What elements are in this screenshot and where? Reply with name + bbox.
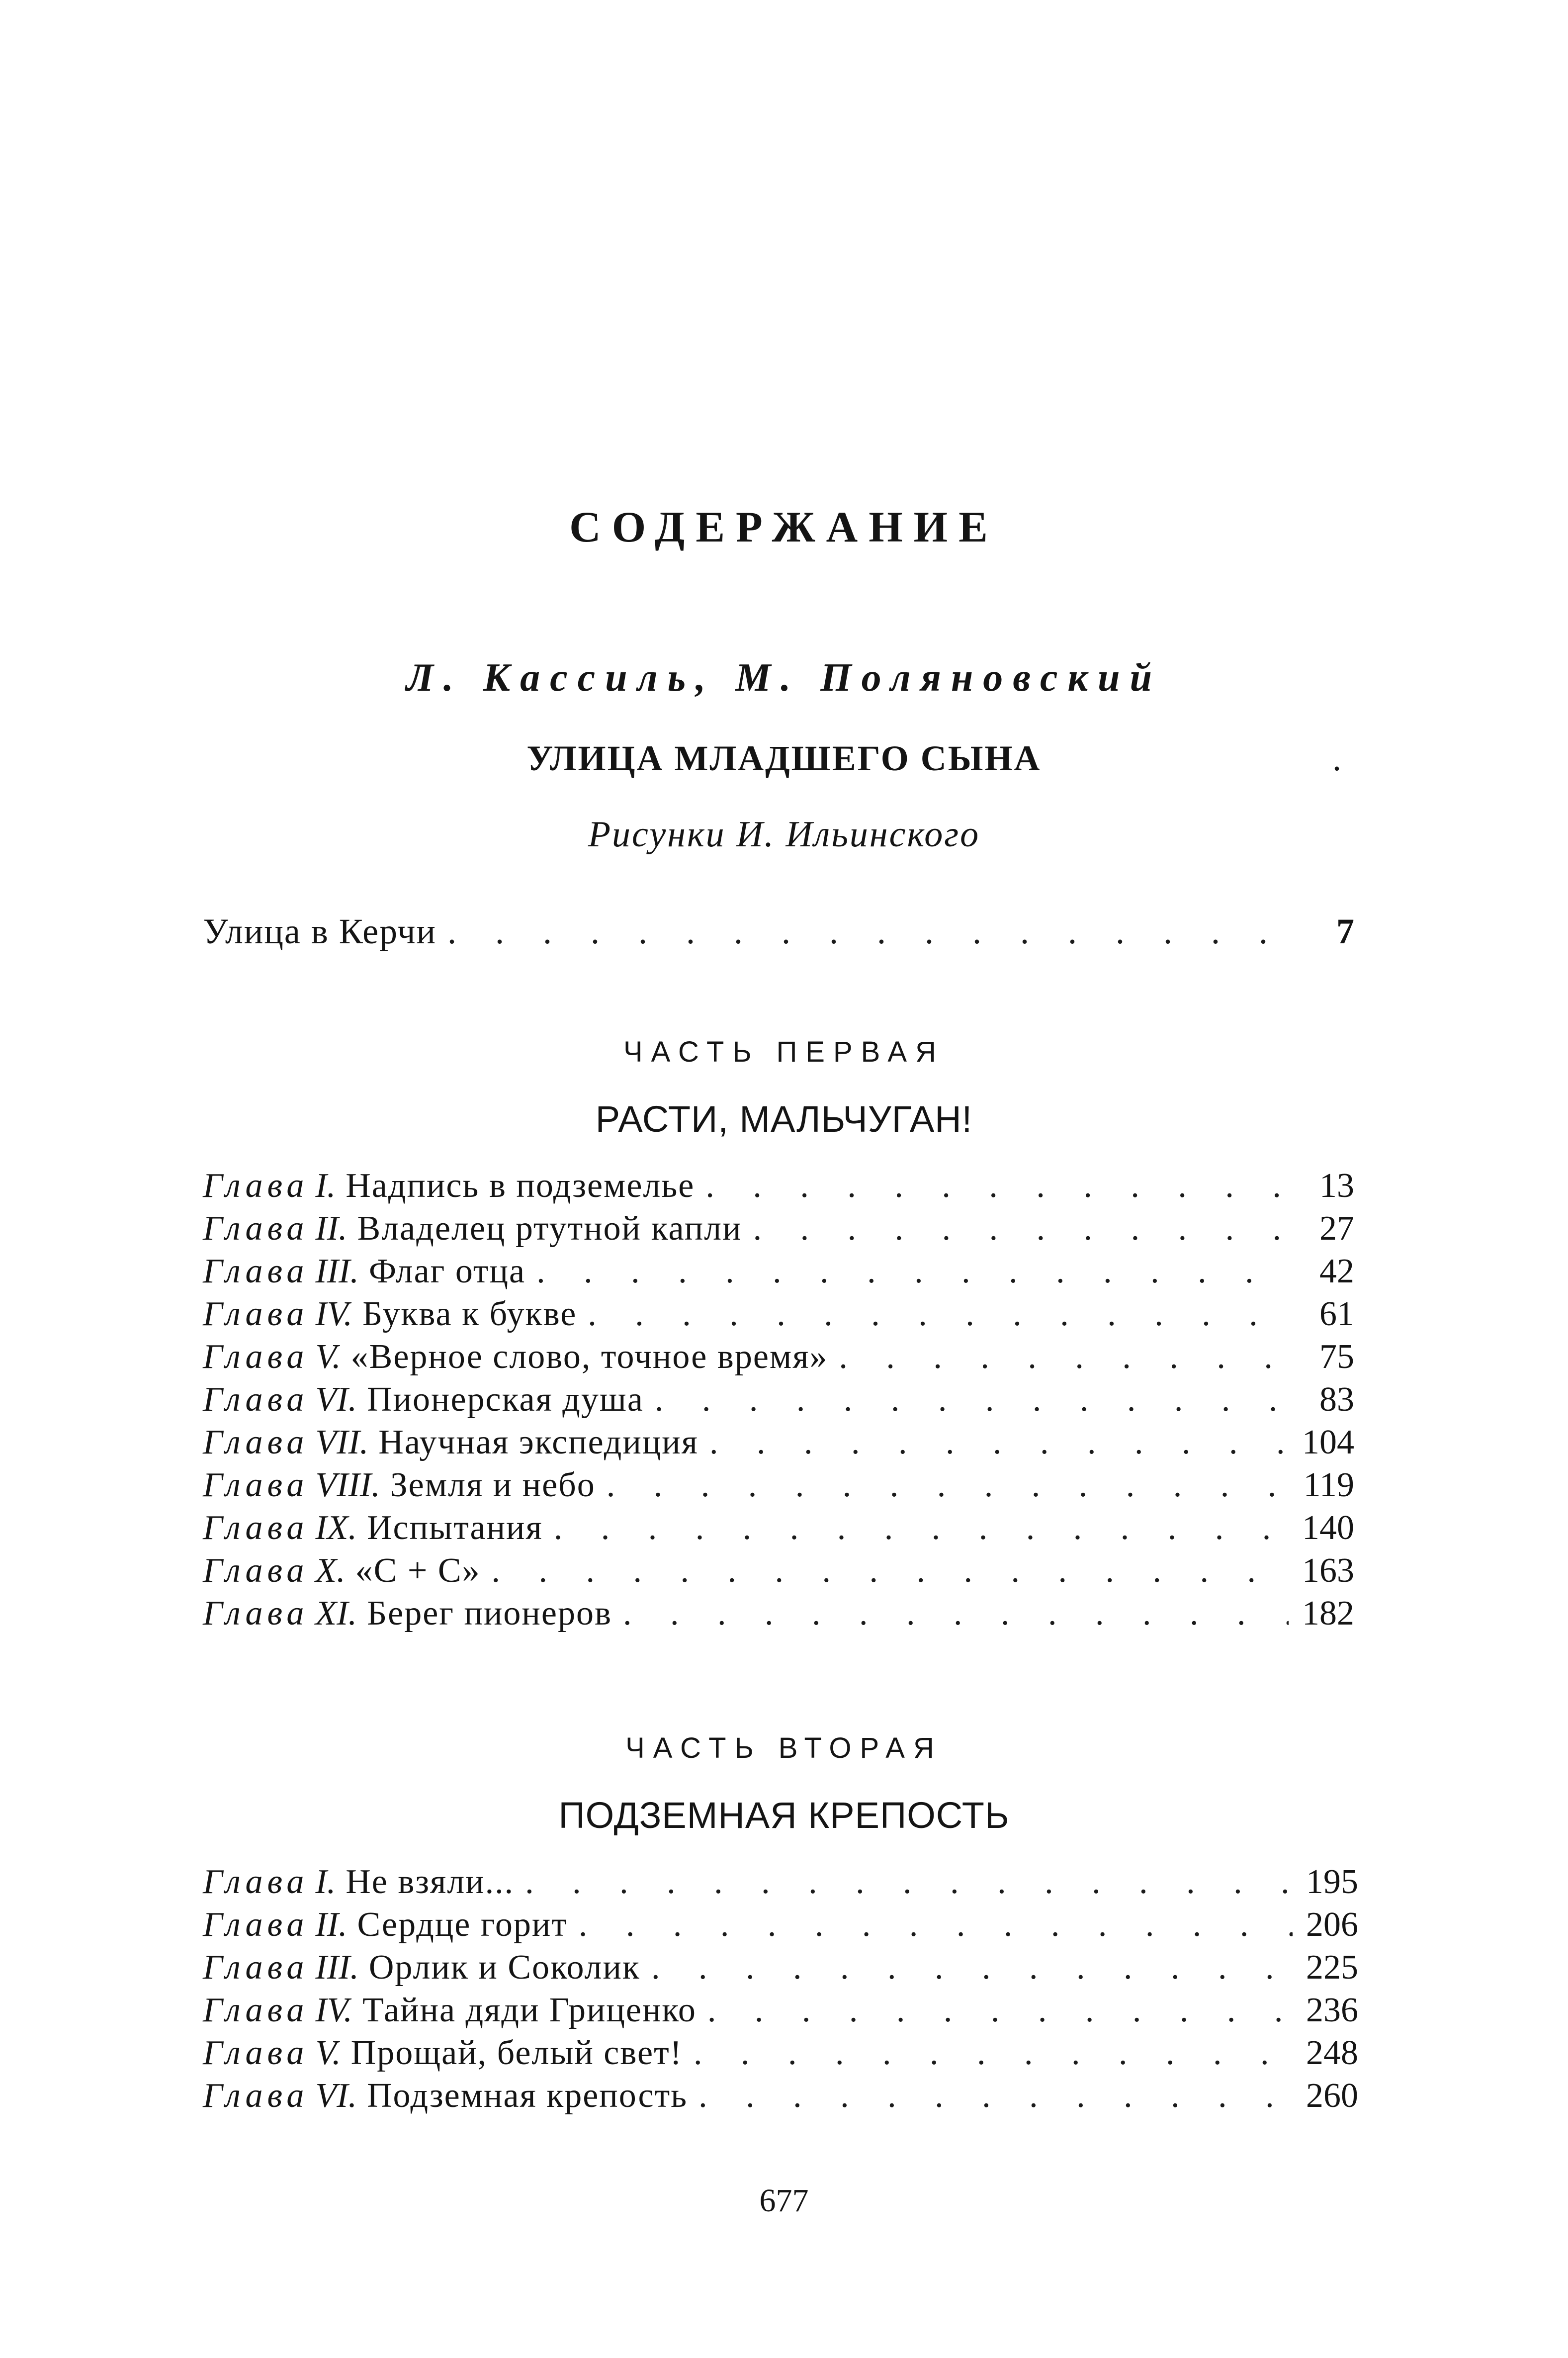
chapter-number: VII. <box>315 1423 369 1461</box>
glava-word: Глава <box>203 1466 309 1504</box>
entry-title: Улица в Керчи <box>203 911 436 951</box>
entry-page-number: 7 <box>1336 911 1354 951</box>
entry-page-number: 260 <box>1306 2077 1358 2115</box>
glava-word: Глава <box>203 1167 309 1205</box>
dot-leader <box>753 1207 1289 1250</box>
part-two-title: ПОДЗЕМНАЯ КРЕПОСТЬ <box>558 1795 1010 1836</box>
toc-entry <box>203 1904 1358 1946</box>
glava-word: Глава <box>203 1991 309 2029</box>
chapter-number: IX. <box>315 1509 357 1547</box>
chapter-number: II. <box>315 1209 348 1248</box>
glava-word: Глава <box>203 1551 309 1590</box>
chapter-number: V. <box>315 2034 341 2072</box>
dot-leader <box>579 1904 1293 1946</box>
dot-leader <box>554 1507 1289 1549</box>
dot-leader <box>492 1549 1289 1592</box>
dot-leader <box>707 1989 1293 2032</box>
dot-leader <box>623 1592 1289 1635</box>
glava-word: Глава <box>203 1338 309 1376</box>
chapter-number: III. <box>315 1252 359 1290</box>
glava-word: Глава <box>203 1295 309 1333</box>
chapter-title: «С + С» <box>355 1551 481 1590</box>
chapter-title: Научная экспедиция <box>378 1423 698 1461</box>
chapter-number: VI. <box>315 1380 357 1419</box>
chapter-title: Земля и небо <box>390 1466 596 1504</box>
chapter-title: Орлик и Соколик <box>368 1948 640 1987</box>
chapter-title: Подземная крепость <box>366 2077 688 2115</box>
toc-entry <box>203 1336 1354 1378</box>
entry-page-number: 104 <box>1302 1423 1354 1461</box>
entry-page-number: 225 <box>1306 1948 1358 1987</box>
chapter-number: II. <box>315 1905 348 1944</box>
dot-leader <box>694 2032 1293 2075</box>
page-number-footer: 677 <box>759 2182 809 2219</box>
entry-page-number: 163 <box>1302 1551 1354 1590</box>
work-title: УЛИЦА МЛАДШЕГО СЫНА <box>526 738 1042 778</box>
chapter-title: Владелец ртутной капли <box>357 1209 742 1248</box>
toc-entry <box>203 1207 1354 1250</box>
chapter-number: XI. <box>315 1594 357 1632</box>
chapter-number: V. <box>315 1338 341 1376</box>
toc-entry <box>203 1421 1354 1464</box>
dot-leader <box>651 1946 1293 1989</box>
toc-entry <box>203 1507 1354 1549</box>
toc-entry <box>203 1378 1354 1421</box>
entry-page-number: 83 <box>1319 1380 1354 1419</box>
glava-word: Глава <box>203 1905 309 1944</box>
chapter-number: X. <box>315 1551 346 1590</box>
glava-word: Глава <box>203 1594 309 1632</box>
chapter-number: IV. <box>315 1295 352 1333</box>
dot-leader <box>607 1464 1289 1507</box>
toc-entry <box>203 1549 1354 1592</box>
entry-page-number: 13 <box>1319 1167 1354 1205</box>
dot-leader <box>839 1336 1289 1378</box>
dot-leader <box>536 1250 1289 1293</box>
chapter-title: Флаг отца <box>368 1252 526 1290</box>
part-two-label: ЧАСТЬ ВТОРАЯ <box>625 1732 943 1764</box>
entry-page-number: 140 <box>1302 1509 1354 1547</box>
chapter-title: Сердце горит <box>357 1905 568 1944</box>
dot-leader <box>588 1293 1289 1336</box>
chapter-title: «Верное слово, точное время» <box>350 1338 828 1376</box>
glava-word: Глава <box>203 1863 309 1901</box>
toc-entry <box>203 1165 1354 1207</box>
toc-entry <box>203 2075 1358 2117</box>
chapter-title: Берег пионеров <box>366 1594 612 1632</box>
chapter-number: VIII. <box>315 1466 380 1504</box>
chapter-number: I. <box>315 1863 336 1901</box>
entry-page-number: 61 <box>1319 1295 1354 1333</box>
glava-word: Глава <box>203 1509 309 1547</box>
entry-page-number: 195 <box>1306 1863 1358 1901</box>
entry-page-number: 42 <box>1319 1252 1354 1290</box>
entry-page-number: 119 <box>1303 1466 1354 1504</box>
dot-leader <box>709 1421 1289 1464</box>
chapter-title: Испытания <box>366 1509 543 1547</box>
dot-leader <box>705 1165 1289 1207</box>
dot-leader <box>698 2075 1293 2117</box>
toc-entry <box>203 1946 1358 1989</box>
chapter-number: I. <box>315 1167 336 1205</box>
glava-word: Глава <box>203 1252 309 1290</box>
page-title: СОДЕРЖАНИЕ <box>569 503 999 551</box>
entry-page-number: 27 <box>1319 1209 1354 1248</box>
stray-mark: . <box>1332 738 1341 778</box>
glava-word: Глава <box>203 1423 309 1461</box>
entry-page-number: 182 <box>1302 1594 1354 1632</box>
toc-entry <box>203 1861 1358 1904</box>
chapter-title: Надпись в подземелье <box>346 1167 695 1205</box>
toc-entry <box>203 1293 1354 1336</box>
toc-entry <box>203 1592 1354 1635</box>
toc-entry <box>203 1989 1358 2032</box>
entry-page-number: 248 <box>1306 2034 1358 2072</box>
entry-page-number: 75 <box>1319 1338 1354 1376</box>
chapter-number: VI. <box>315 2077 357 2115</box>
glava-word: Глава <box>203 2034 309 2072</box>
illustrator-credit: Рисунки И. Ильинского <box>588 814 980 855</box>
part-one-title: РАСТИ, МАЛЬЧУГАН! <box>595 1098 973 1140</box>
chapter-title: Прощай, белый свет! <box>350 2034 683 2072</box>
chapter-title: Не взяли... <box>346 1863 515 1901</box>
glava-word: Глава <box>203 1380 309 1419</box>
entry-page-number: 206 <box>1306 1905 1358 1944</box>
glava-word: Глава <box>203 1209 309 1248</box>
authors-line: Л. Кассиль, М. Поляновский <box>406 656 1162 700</box>
dot-leader <box>655 1378 1289 1421</box>
chapter-title: Тайна дяди Гриценко <box>362 1991 697 2029</box>
entry-page-number: 236 <box>1306 1991 1358 2029</box>
toc-entry-intro <box>203 910 1354 953</box>
chapter-number: III. <box>315 1948 359 1987</box>
dot-leader <box>447 910 1289 953</box>
chapter-title: Буква к букве <box>362 1295 577 1333</box>
toc-entry <box>203 2032 1358 2075</box>
chapter-number: IV. <box>315 1991 352 2029</box>
dot-leader <box>525 1861 1293 1904</box>
chapter-title: Пионерская душа <box>366 1380 644 1419</box>
glava-word: Глава <box>203 2077 309 2115</box>
glava-word: Глава <box>203 1948 309 1987</box>
toc-entry <box>203 1250 1354 1293</box>
toc-entry <box>203 1464 1354 1507</box>
part-one-label: ЧАСТЬ ПЕРВАЯ <box>623 1036 945 1068</box>
